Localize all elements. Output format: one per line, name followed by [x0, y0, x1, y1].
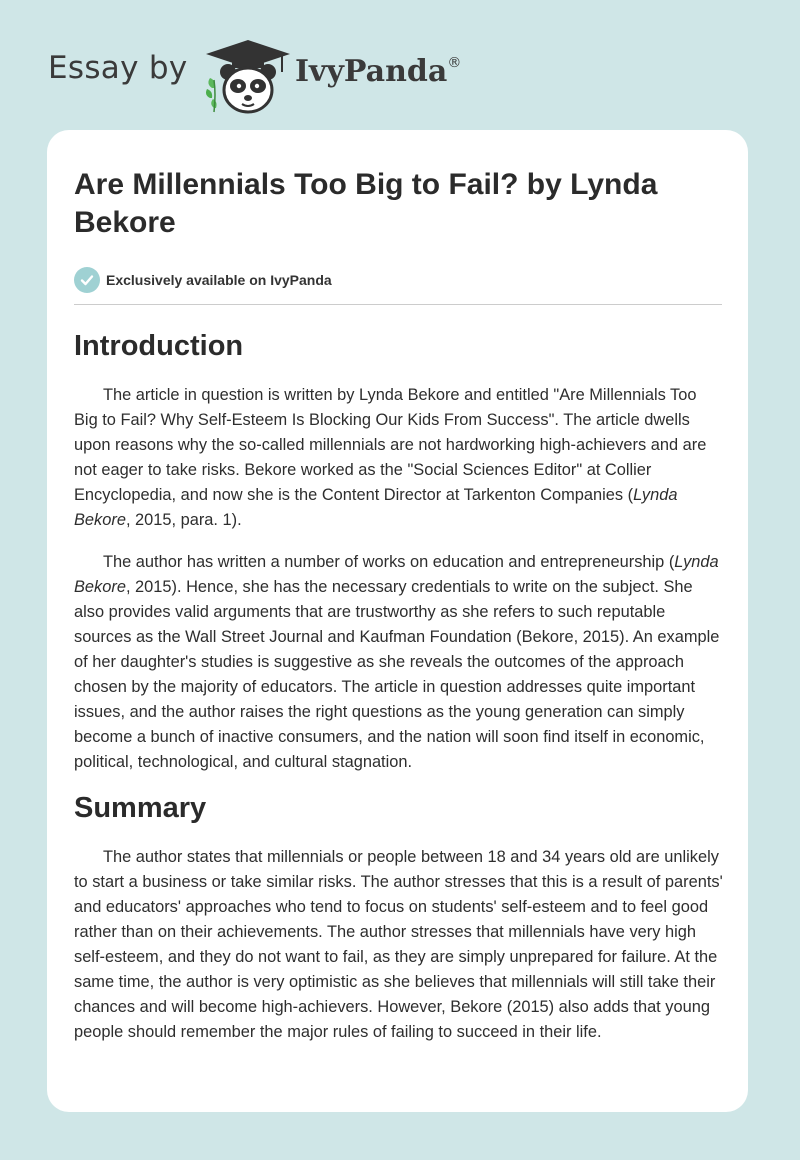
divider — [74, 304, 722, 305]
page-title: Are Millennials Too Big to Fail? by Lynda Bekore — [74, 168, 658, 239]
paragraph: The article in question is written by Lynda Bekore and entitled "Are Millennials Too Big to Fail? Why Self-Esteem Is Blocking Our Kids From Success". The article dwells upon reasons why the so-called millennials are not hardworking high-achievers and are not eager to take risks. Bekore worked as the "Social Sciences Editor" at Collier Encyclopedia, and now she is the Content Director at Tarkenton Companies (Lynda Bekore, 2015, para. 1). — [74, 386, 707, 529]
section-heading-introduction: Introduction — [74, 330, 244, 362]
brand-name[interactable]: IvyPanda® — [295, 54, 462, 89]
badge-label: Exclusively available on IvyPanda — [106, 272, 332, 288]
section-heading-summary: Summary — [74, 792, 207, 824]
paragraph: The author states that millennials or people between 18 and 34 years old are unlikely to start a business or take similar risks. The author stresses that this is a result of parents' and educators' approaches who tend to focus on students' self-esteem and to feel good rather than on their achievements. The author stresses that millennials have very high self-esteem, and they do not want to fail, as they are simply unprepared for failure. At the same time, the author is very optimistic as she believes that millennials will still take their chances and will become high-achievers. However, Bekore (2015) also adds that young people should remember the major rules of failing to succeed in their life. — [74, 848, 723, 1041]
paragraph: The author has written a number of works on education and entrepreneurship (Lynda Bekore, 2015). Hence, she has the necessary credentials to write on the subject. She also provides valid arguments that are trustworthy as she refers to such reputable sources as the Wall Street Journal and Kaufman Foundation (Bekore, 2015). An example of her daughter's studies is suggestive as she reveals the outcomes of the approach chosen by the majority of educators. The article in question addresses quite important issues, and the author raises the right questions as the young generation can simply become a bunch of inactive consumers, and the nation will soon find itself in economic, political, technological, and cultural stagnation. — [74, 553, 720, 771]
essay-by-label: Essay by — [48, 50, 188, 86]
panda-graduate-icon[interactable] — [202, 36, 294, 116]
essay-card — [47, 130, 748, 1112]
site-header — [48, 30, 548, 110]
essay-content — [74, 166, 724, 1045]
exclusive-badge — [74, 266, 724, 294]
check-circle-icon — [74, 267, 100, 293]
